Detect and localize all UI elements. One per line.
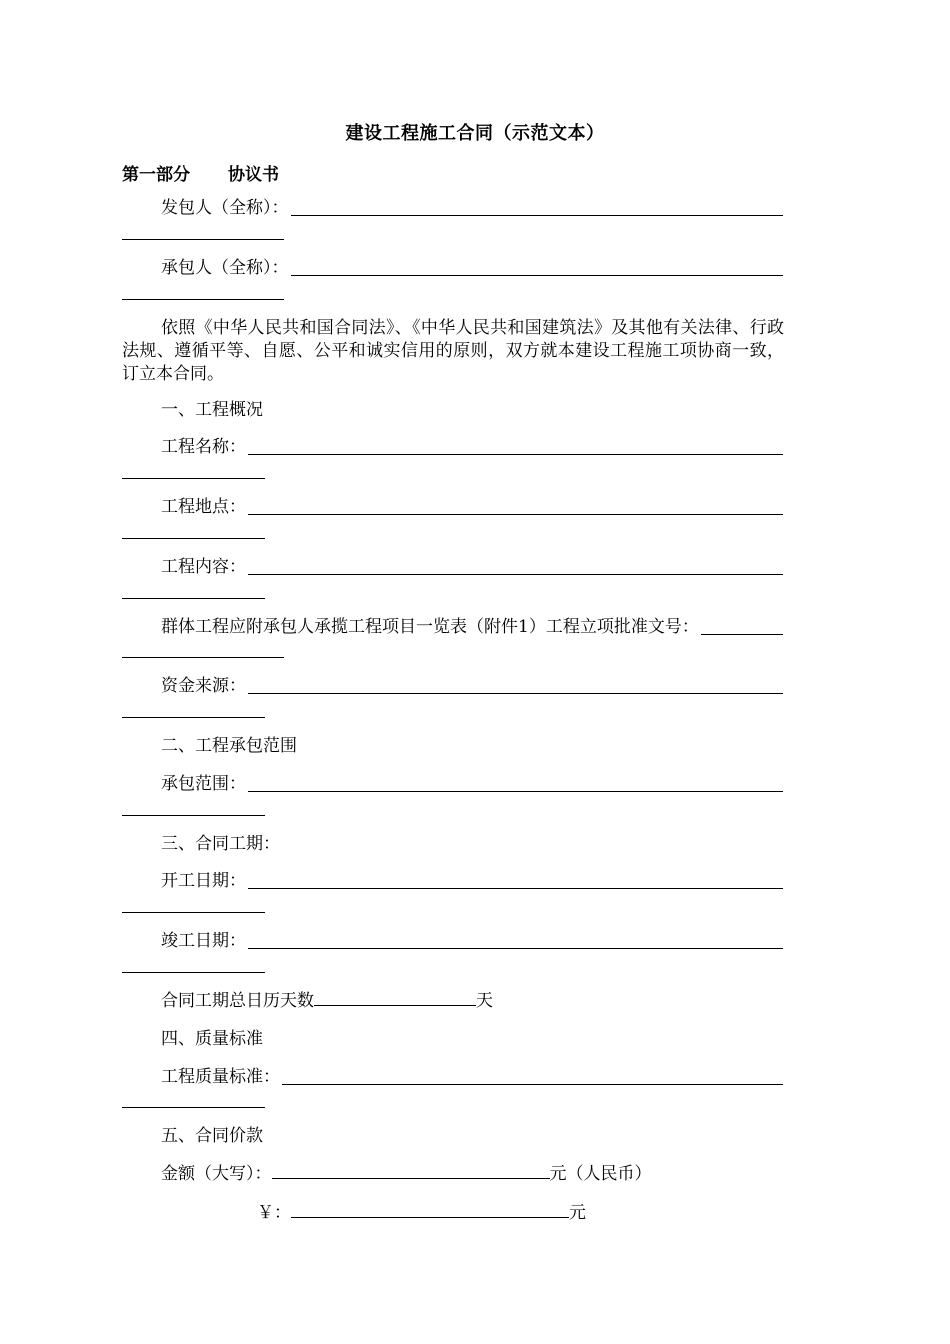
part-name: 协议书: [228, 165, 279, 185]
total-days-line: [161, 990, 493, 1012]
amount-words-line: [161, 1163, 652, 1185]
quality-standard-label: 工程质量标准：: [161, 1067, 280, 1087]
fund-source-field[interactable]: [161, 675, 783, 697]
approval-number-blank[interactable]: [701, 634, 783, 635]
scope-blank-continued: [122, 815, 265, 816]
completion-date-blank-continued: [122, 972, 265, 973]
quality-standard-blank-continued: [122, 1107, 265, 1108]
amount-figures-unit: 元: [569, 1203, 586, 1223]
total-days-label: 合同工期总日历天数: [161, 991, 314, 1011]
approval-number-blank-continued: [122, 657, 284, 658]
scope-field[interactable]: [161, 773, 783, 795]
employer-blank-continued: [122, 239, 284, 240]
scope-blank[interactable]: [248, 791, 783, 792]
project-location-blank[interactable]: [248, 514, 783, 515]
amount-words-unit: 元（人民币）: [549, 1164, 652, 1184]
project-content-label: 工程内容：: [161, 557, 246, 577]
employer-field[interactable]: [161, 197, 783, 219]
project-content-blank[interactable]: [248, 574, 783, 575]
section5-heading: 五、合同价款: [161, 1126, 263, 1146]
fund-source-label: 资金来源：: [161, 676, 246, 696]
project-location-label: 工程地点：: [161, 497, 246, 517]
project-content-blank-continued: [122, 598, 265, 599]
part-heading: [122, 160, 279, 185]
project-name-field[interactable]: [161, 436, 783, 458]
fund-source-blank[interactable]: [248, 693, 783, 694]
employer-blank[interactable]: [291, 215, 784, 216]
approval-number-field[interactable]: [161, 616, 783, 638]
completion-date-field[interactable]: [161, 930, 783, 952]
start-date-field[interactable]: [161, 870, 783, 892]
group-project-note: 群体工程应附承包人承揽工程项目一览表（附件1）工程立项批准文号：: [161, 617, 699, 637]
total-days-blank[interactable]: [314, 991, 476, 1006]
contractor-field[interactable]: [161, 257, 783, 279]
document-title: 建设工程施工合同（示范文本）: [345, 123, 605, 144]
section3-heading: 三、合同工期：: [161, 834, 280, 854]
completion-date-label: 竣工日期：: [161, 931, 246, 951]
section2-heading: 二、工程承包范围: [161, 736, 297, 756]
project-name-blank-continued: [122, 478, 265, 479]
employer-label: 发包人（全称）：: [161, 198, 289, 218]
total-days-unit: 天: [476, 991, 493, 1011]
contractor-blank[interactable]: [291, 275, 784, 276]
start-date-blank-continued: [122, 912, 265, 913]
start-date-blank[interactable]: [248, 888, 783, 889]
part-number: 第一部分: [122, 165, 190, 185]
section1-heading: 一、工程概况: [161, 400, 263, 420]
section4-heading: 四、质量标准: [161, 1029, 263, 1049]
project-name-label: 工程名称：: [161, 437, 246, 457]
project-location-blank-continued: [122, 538, 265, 539]
scope-label: 承包范围：: [161, 774, 246, 794]
contractor-blank-continued: [122, 299, 284, 300]
amount-figures-blank[interactable]: [291, 1203, 569, 1218]
fund-source-blank-continued: [122, 717, 265, 718]
amount-figures-line: [257, 1202, 586, 1224]
start-date-label: 开工日期：: [161, 871, 246, 891]
project-location-field[interactable]: [161, 496, 783, 518]
intro-paragraph: 依照《中华人民共和国合同法》、《中华人民共和国建筑法》及其他有关法律、行政法规、遵循平等、自愿、公平和诚实信用的原则，双方就本建设工程施工项协商一致，订立本合同。: [122, 318, 784, 384]
completion-date-blank[interactable]: [248, 948, 783, 949]
quality-standard-blank[interactable]: [282, 1084, 783, 1085]
project-name-blank[interactable]: [248, 454, 783, 455]
quality-standard-field[interactable]: [161, 1066, 783, 1088]
amount-words-blank[interactable]: [272, 1164, 550, 1179]
project-content-field[interactable]: [161, 556, 783, 578]
amount-figures-label: ￥：: [257, 1203, 291, 1223]
amount-words-label: 金额（大写）：: [161, 1164, 272, 1184]
contractor-label: 承包人（全称）：: [161, 258, 289, 278]
